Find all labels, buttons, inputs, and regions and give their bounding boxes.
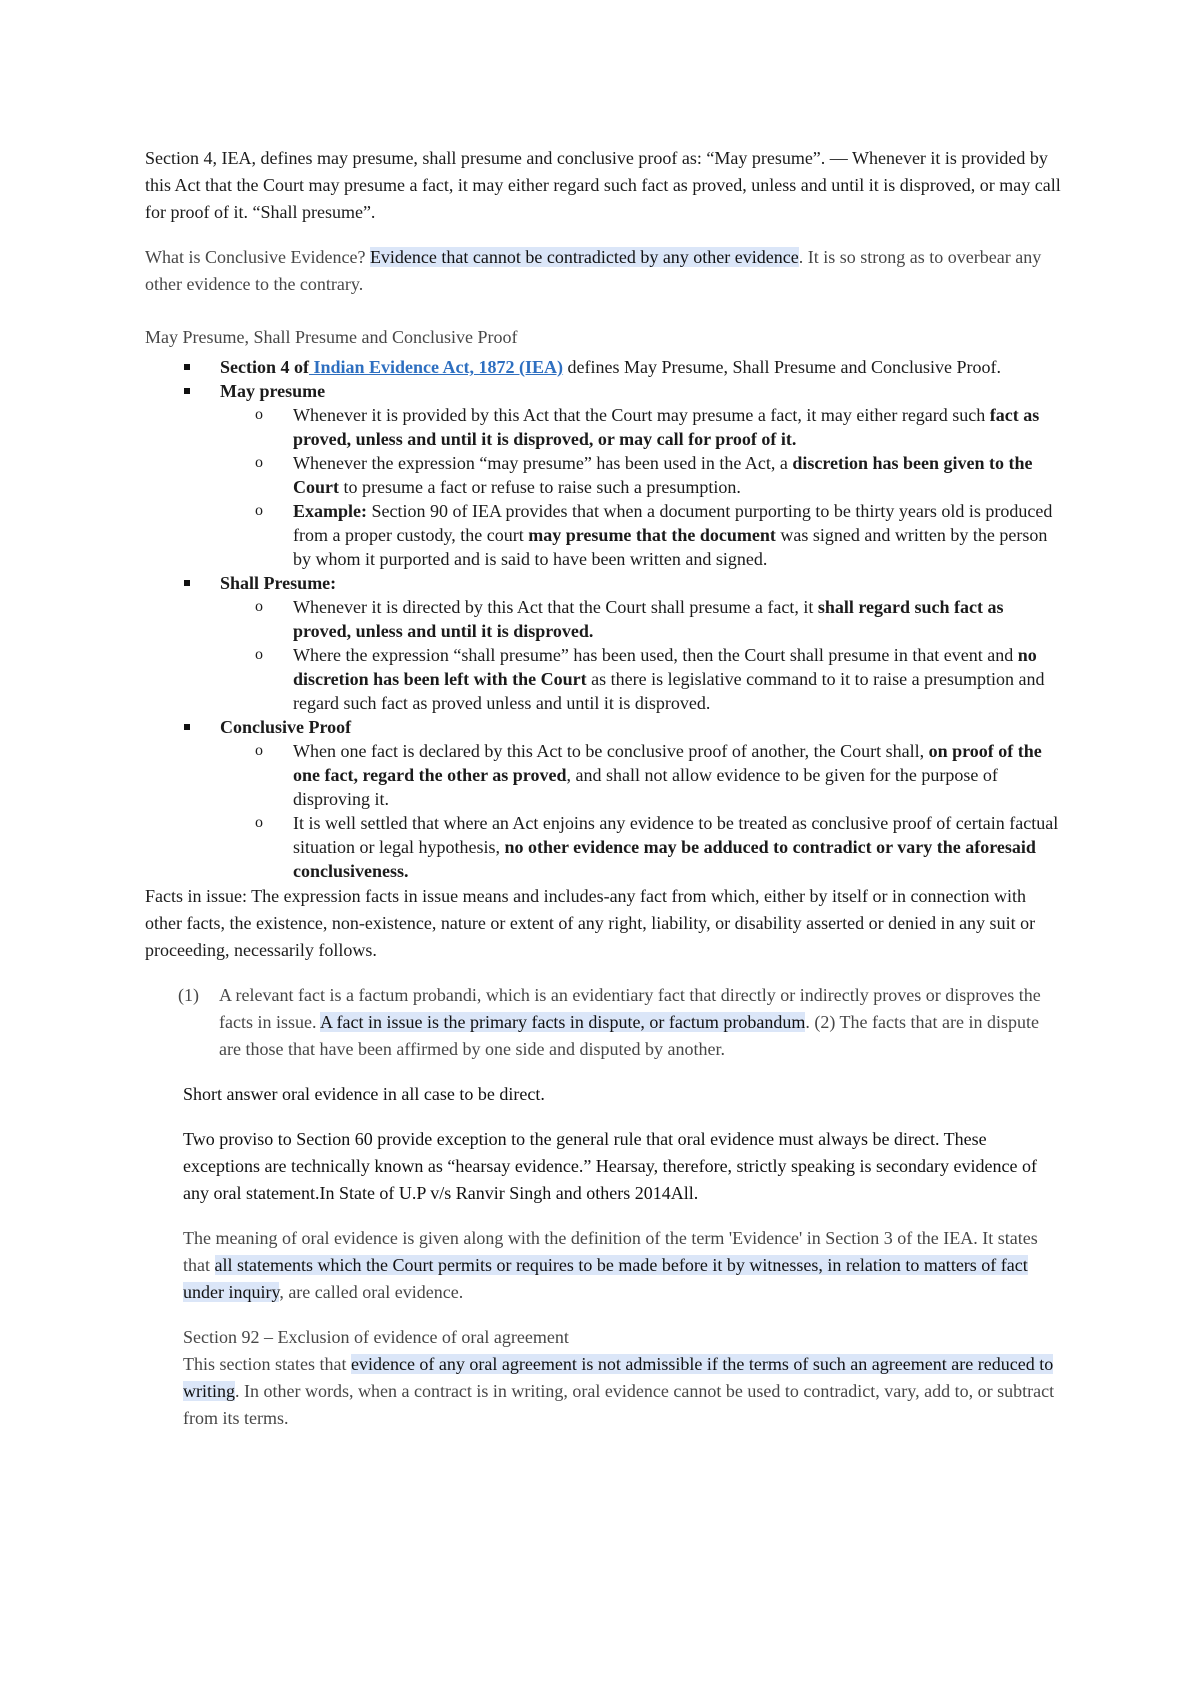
bullet-item-section4 (145, 355, 1065, 379)
circle-bullet-icon: o (255, 814, 263, 831)
sub-bold-text: discretion has been given to the Court (293, 453, 1033, 497)
oral-text: The meaning of oral evidence is given along with the definition of the term 'Evidence' in Section 3 of the IEA. It states that (183, 1228, 1038, 1275)
bullet-bold-text: Section 4 of (220, 357, 309, 377)
section92-text: . In other words, when a contract is in writing, oral evidence cannot be used to contradict, vary, add to, or subtract from its terms. (183, 1381, 1055, 1428)
circle-bullet-icon: o (255, 742, 263, 759)
conclusive-question: What is Conclusive Evidence? (145, 247, 370, 267)
document-page (145, 145, 1065, 1432)
bullet-item-shall-presume (145, 571, 1065, 715)
paragraph-short-answer: Short answer oral evidence in all case to be direct. (183, 1084, 545, 1104)
square-bullet-icon (184, 724, 190, 730)
sub-bold-text: no discretion has been left with the Court (293, 645, 1037, 689)
circle-bullet-icon: o (255, 454, 263, 471)
bullet-item-may-presume (145, 379, 1065, 571)
bullet-title: Shall Presume: (220, 573, 337, 593)
sub-bold-text: may presume that the document (528, 525, 776, 545)
sub-bold-text: no other evidence may be adduced to contradict or vary the aforesaid conclusiveness. (293, 837, 1036, 881)
square-bullet-icon (184, 388, 190, 394)
sub-text: Whenever it is provided by this Act that the Court may presume a fact, it may either regard such (293, 405, 990, 425)
section-heading: May Presume, Shall Presume and Conclusive Proof (145, 327, 518, 347)
sub-list (220, 739, 1065, 883)
bullet-list (145, 355, 1065, 883)
sub-bold-text: Example: (293, 501, 367, 521)
bullet-text: defines May Presume, Shall Presume and Conclusive Proof. (563, 357, 1001, 377)
sub-item (220, 403, 1065, 451)
section92-heading: Section 92 – Exclusion of evidence of oral agreement (183, 1327, 569, 1347)
sub-item (220, 595, 1065, 643)
paragraph-section92 (145, 1351, 1065, 1432)
sub-text: to presume a fact or refuse to raise such a presumption. (339, 477, 741, 497)
sub-bold-text: shall regard such fact as proved, unless and until it is disproved. (293, 597, 1004, 641)
oral-text: , are called oral evidence. (279, 1282, 464, 1302)
square-bullet-icon (184, 580, 190, 586)
sub-text: Whenever it is directed by this Act that the Court shall presume a fact, it (293, 597, 818, 617)
sub-item (220, 739, 1065, 811)
highlight-fact-in-issue: A fact in issue is the primary facts in dispute, or factum probandum (320, 1012, 806, 1032)
sub-item (220, 811, 1065, 883)
item-text: . (2) The facts that are in dispute are those that have been affirmed by one side and disputed by another. (219, 1012, 1039, 1059)
sub-item (220, 499, 1065, 571)
sub-bold-text: on proof of the one fact, regard the other as proved (293, 741, 1042, 785)
sub-item (220, 451, 1065, 499)
sub-list (220, 403, 1065, 571)
paragraph-conclusive-evidence (145, 244, 1065, 298)
highlight-section92: evidence of any oral agreement is not admissible if the terms of such an agreement are reduced to writing (183, 1354, 1054, 1401)
iea-link[interactable]: Indian Evidence Act, 1872 (IEA) (309, 357, 564, 377)
sub-list (220, 595, 1065, 715)
sub-text: as there is legislative command to it to raise a presumption and regard such fact as proved unless and until it is disproved. (293, 669, 1045, 713)
conclusive-rest: . It is so strong as to overbear any other evidence to the contrary. (145, 247, 1042, 294)
circle-bullet-icon: o (255, 646, 263, 663)
circle-bullet-icon: o (255, 598, 263, 615)
paragraph-oral-evidence (145, 1225, 1065, 1306)
sub-text: Where the expression “shall presume” has been used, then the Court shall presume in that event and (293, 645, 1018, 665)
paragraph-facts-in-issue: Facts in issue: The expression facts in issue means and includes-any fact from which, either by itself or in connection with other facts, the existence, non-existence, nature or extent of any right, liability, or disability asserted or denied in any suit or proceeding, necessarily follows. (145, 886, 1036, 960)
sub-item (220, 643, 1065, 715)
sub-text: , and shall not allow evidence to be given for the purpose of disproving it. (293, 765, 998, 809)
paragraph-proviso: Two proviso to Section 60 provide exception to the general rule that oral evidence must always be direct. These exceptions are technically known as “hearsay evidence.” Hearsay, therefore, strictly speaking is secondary evidence of any oral statement.In State of U.P v/s Ranvir Singh and others 2014All. (183, 1129, 1037, 1203)
highlight-oral-evidence: all statements which the Court permits or requires to be made before it by witnesses, in relation to matters of fact under inquiry (183, 1255, 1028, 1302)
sub-text: When one fact is declared by this Act to be conclusive proof of another, the Court shall, (293, 741, 929, 761)
circle-bullet-icon: o (255, 406, 263, 423)
paragraph-section4: Section 4, IEA, defines may presume, shall presume and conclusive proof as: “May presume”. — Whenever it is provided by this Act that the Court may presume a fact, it may either regard such fact as proved, unless and until it is disproved, or may call for proof of it. “Shall presume”. (145, 148, 1061, 222)
sub-bold-text: fact as proved, unless and until it is disproved, or may call for proof of it. (293, 405, 1040, 449)
highlight-conclusive: Evidence that cannot be contradicted by any other evidence (369, 247, 799, 267)
numbered-item (145, 982, 1065, 1063)
circle-bullet-icon: o (255, 502, 263, 519)
sub-text: was signed and written by the person by whom it purported and is said to have been written and signed. (293, 525, 1048, 569)
bullet-item-conclusive-proof (145, 715, 1065, 883)
square-bullet-icon (184, 364, 190, 370)
bullet-title: May presume (220, 381, 326, 401)
item-text: A relevant fact is a factum probandi, which is an evidentiary fact that directly or indirectly proves or disproves the facts in issue. (219, 985, 1041, 1032)
sub-text: Section 90 of IEA provides that when a document purporting to be thirty years old is produced from a proper custody, the court (293, 501, 1053, 545)
item-number: (1) (178, 985, 199, 1005)
section92-text: This section states that (183, 1354, 351, 1374)
bullet-title: Conclusive Proof (220, 717, 352, 737)
sub-text: It is well settled that where an Act enjoins any evidence to be treated as conclusive proof of certain factual situation or legal hypothesis, (293, 813, 1059, 857)
sub-text: Whenever the expression “may presume” has been used in the Act, a (293, 453, 793, 473)
